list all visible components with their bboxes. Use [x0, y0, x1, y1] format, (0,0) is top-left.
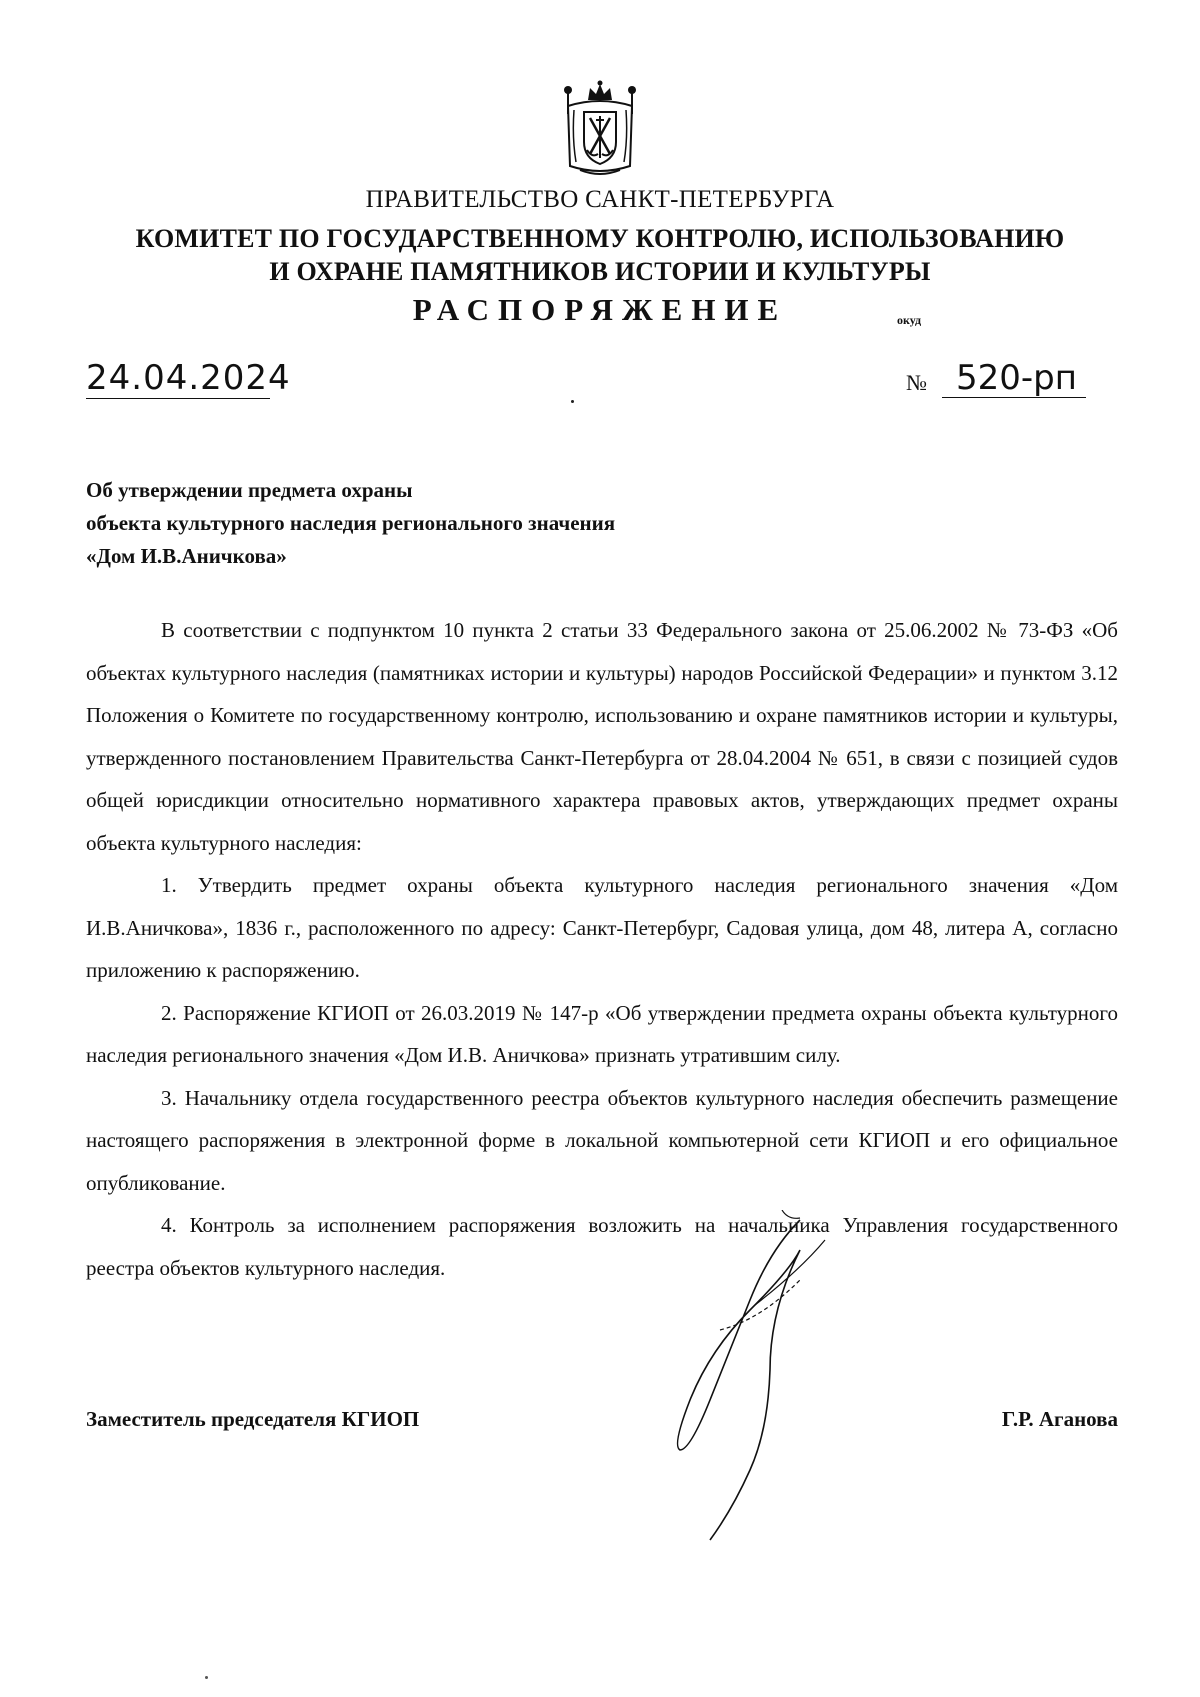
okud-label: окуд: [897, 313, 922, 327]
item-paragraph-3: 3. Начальнику отдела государственного реестра объектов культурного наследия обеспечить размещение настоящего распоряжения в электронной форме в локальной компьютерной сети КГИОП и его официальное опубликование.: [86, 1085, 1118, 1195]
document-type: РАСПОРЯЖЕНИЕ: [412, 292, 788, 327]
document-date: 24.04.2024: [86, 358, 291, 398]
stray-mark: [571, 400, 574, 403]
document-body: [86, 609, 1118, 1289]
document-subject: [86, 474, 615, 573]
stray-mark: [205, 1676, 208, 1679]
signer-name: Г.Р. Аганова: [1001, 1407, 1118, 1431]
item-paragraph-2: 2. Распоряжение КГИОП от 26.03.2019 № 147-р «Об утверждении предмета охраны объекта культурного наследия регионального значения «Дом И.В. Аничкова» признать утратившим силу.: [86, 1000, 1118, 1067]
subject-line3: «Дом И.В.Аничкова»: [86, 544, 287, 568]
subject-line2: объекта культурного наследия регионального значения: [86, 511, 616, 535]
document-number: [906, 358, 1086, 400]
committee-title: [0, 222, 1200, 288]
preamble-paragraph: В соответствии с подпунктом 10 пункта 2 статьи 33 Федерального закона от 25.06.2002 № 73-ФЗ «Об объектах культурного наследия (памятниках истории и культуры) народов Российской Федерации» и пунктом 3.12 Положения о Комитете по государственному контролю, использованию и охране памятников истории и культуры, утвержденного постановлением Правительства Санкт-Петербурга от 28.04.2004 № 651, в связи с позицией судов общей юрисдикции относительно нормативного характера правовых актов, утверждающих предмет охраны объекта культурного наследия:: [86, 618, 1118, 855]
handwritten-signature-icon: [650, 1210, 890, 1550]
government-title: ПРАВИТЕЛЬСТВО САНКТ-ПЕТЕРБУРГА: [365, 186, 835, 213]
item-paragraph-1: 1. Утвердить предмет охраны объекта культурного наследия регионального значения «Дом И.В.Аничкова», 1836 г., расположенного по адресу: Санкт-Петербург, Садовая улица, дом 48, литера А, согласно приложению к распоряжению.: [86, 873, 1118, 982]
subject-line1: Об утверждении предмета охраны: [86, 478, 413, 502]
item-paragraph-4: 4. Контроль за исполнением распоряжения возложить на начальника Управления государственного реестра объектов культурного наследия.: [86, 1213, 1118, 1280]
number-sign: №: [906, 370, 927, 395]
signer-title: Заместитель председателя КГИОП: [86, 1407, 420, 1431]
committee-title-line1: КОМИТЕТ ПО ГОСУДАРСТВЕННОМУ КОНТРОЛЮ, ИСПОЛЬЗОВАНИЮ: [135, 224, 1065, 253]
number-value: 520-рп: [942, 358, 1086, 398]
coat-of-arms-icon: [560, 78, 640, 178]
committee-title-line2: И ОХРАНЕ ПАМЯТНИКОВ ИСТОРИИ И КУЛЬТУРЫ: [269, 257, 931, 286]
